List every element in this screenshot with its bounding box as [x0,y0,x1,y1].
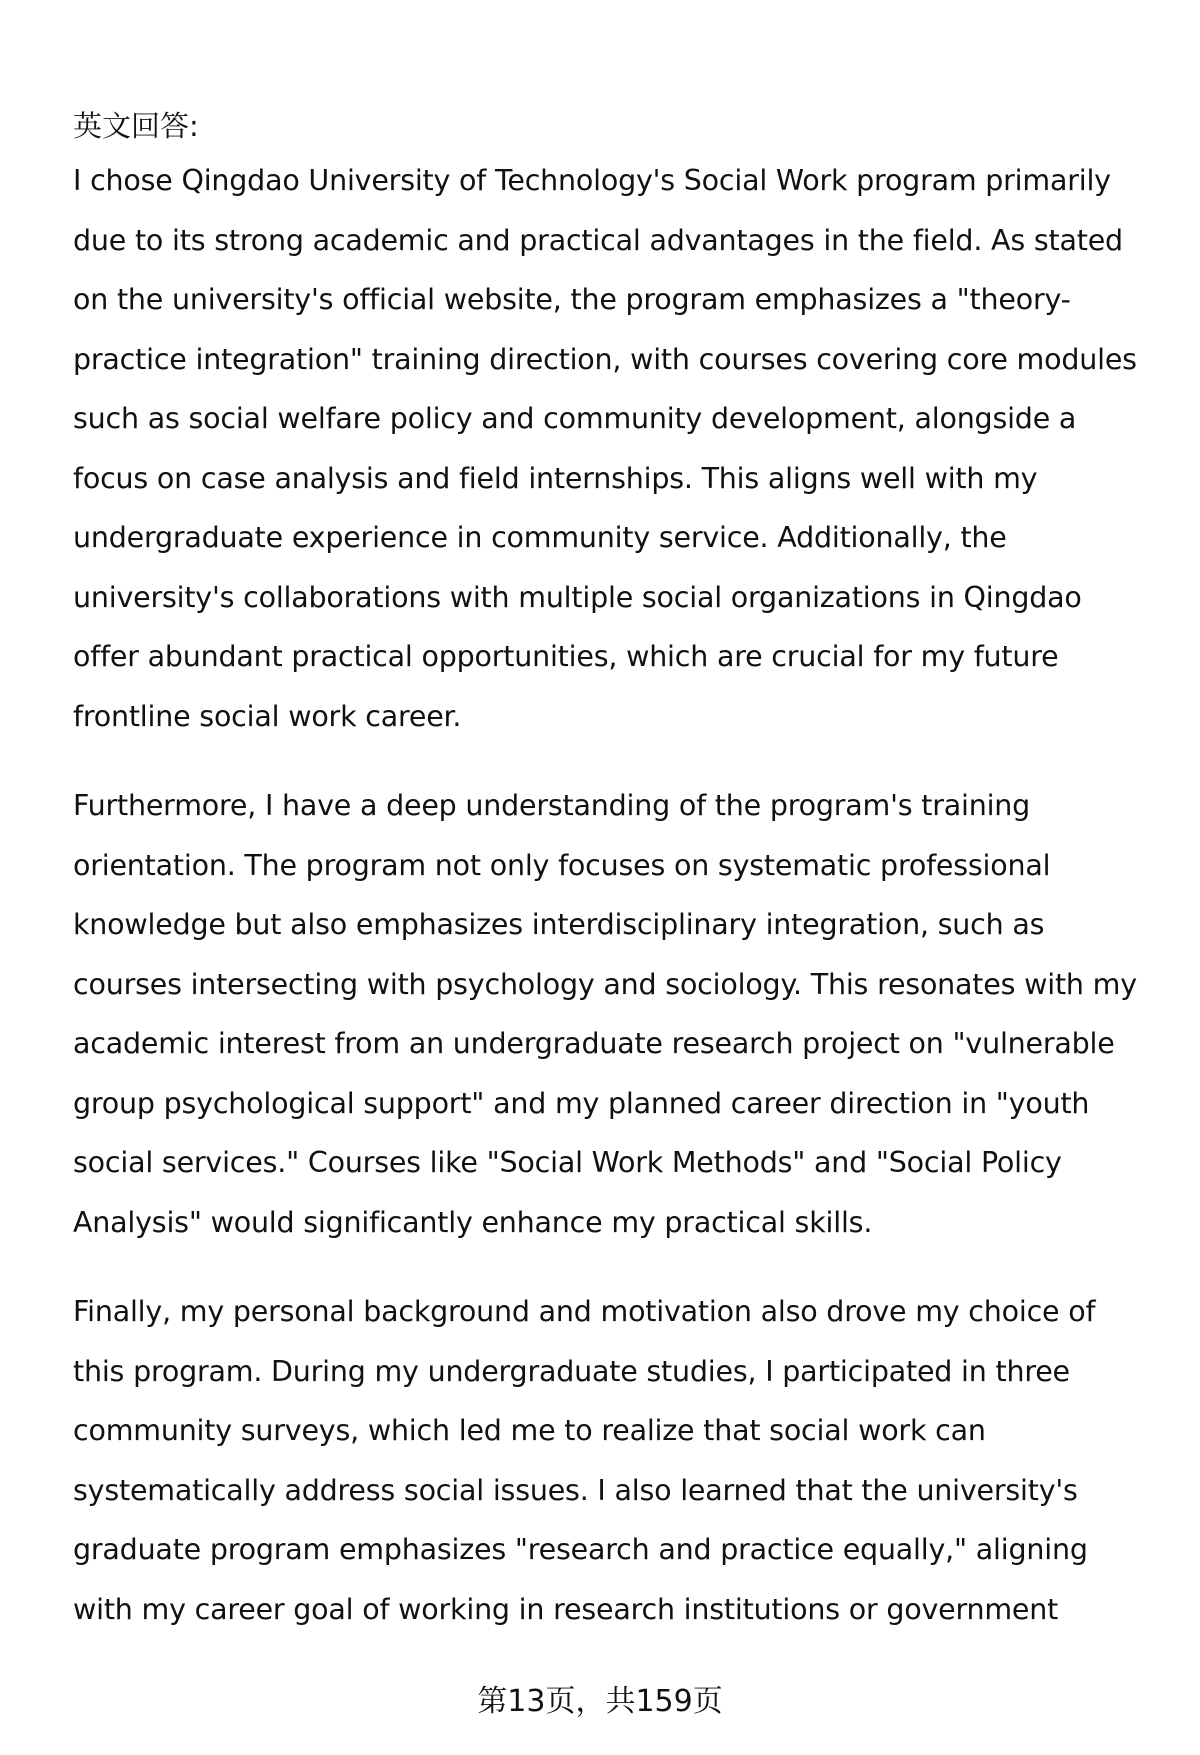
text-line: with my career goal of working in research institutions or government [73,1592,1059,1626]
text-line: Furthermore, I have a deep understanding of the program's training [73,789,1031,822]
text-line: orientation. The program not only focuses on systematic professional [73,848,1051,882]
text-line: on the university's official website, the program emphasizes a "theory- [73,283,1071,316]
text-line: offer abundant practical opportunities, which are crucial for my future [73,640,1059,673]
page-number-footer: 第13页，共159页 [477,1684,723,1719]
text-line: this program. During my undergraduate studies, I participated in three [73,1354,1070,1388]
text-line: academic interest from an undergraduate research project on "vulnerable [73,1027,1115,1060]
text-line: frontline social work career. [73,699,462,733]
text-line: I chose Qingdao University of Technology's Social Work program primarily [73,164,1111,197]
text-line: Finally, my personal background and motivation also drove my choice of [73,1295,1096,1328]
text-line: practice integration" training direction, with courses covering core modules [73,342,1137,376]
text-line: due to its strong academic and practical advantages in the field. As stated [73,223,1123,257]
text-line: systematically address social issues. I also learned that the university's [73,1473,1078,1507]
answer-heading: 英文回答: [73,109,199,143]
text-line: graduate program emphasizes "research and practice equally," aligning [73,1533,1088,1566]
text-line: focus on case analysis and field internships. This aligns well with my [73,461,1038,495]
text-line: such as social welfare policy and community development, alongside a [73,402,1077,435]
text-line: courses intersecting with psychology and sociology. This resonates with my [73,967,1137,1001]
text-line: group psychological support" and my planned career direction in "youth [73,1086,1090,1120]
text-line: university's collaborations with multiple social organizations in Qingdao [73,580,1082,614]
text-line: community surveys, which led me to realize that social work can [73,1414,986,1447]
text-line: social services." Courses like "Social Work Methods" and "Social Policy [73,1146,1062,1179]
text-line: undergraduate experience in community service. Additionally, the [73,521,1007,554]
text-line: Analysis" would significantly enhance my practical skills. [73,1205,873,1239]
text-line: knowledge but also emphasizes interdisciplinary integration, such as [73,908,1045,941]
